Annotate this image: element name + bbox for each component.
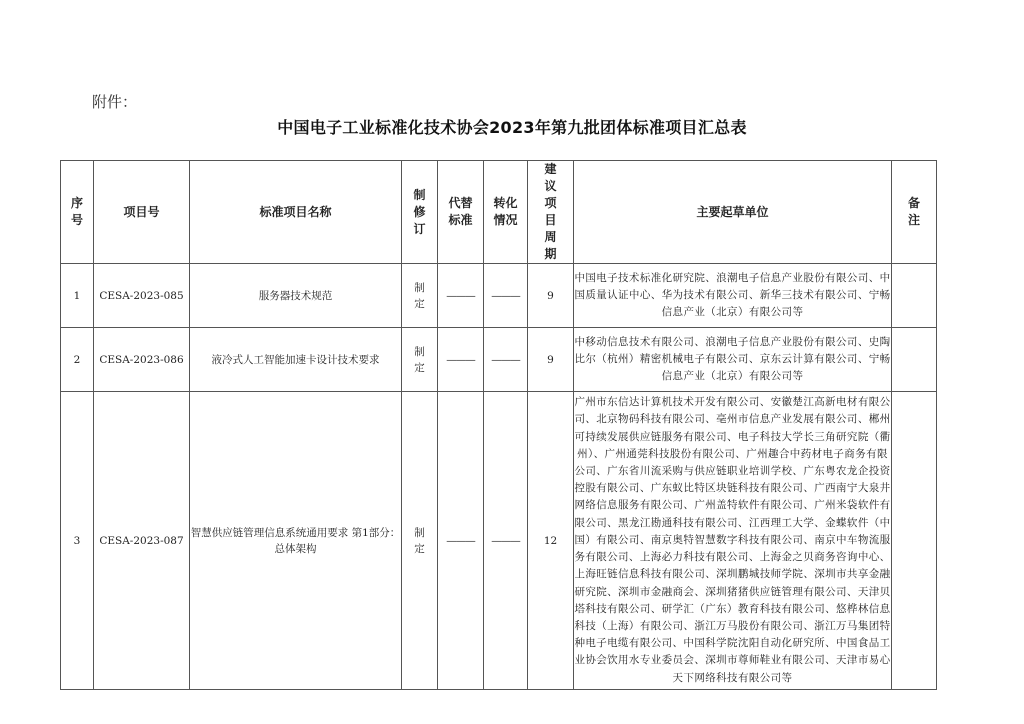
cell-revise: 制定 [402, 264, 438, 328]
cell-seq: 1 [61, 264, 94, 328]
cell-period: 9 [528, 264, 574, 328]
cell-convert: ——— [484, 328, 528, 392]
cell-remarks [892, 264, 937, 328]
cell-seq: 3 [61, 392, 94, 690]
header-revise: 制修订 [402, 161, 438, 264]
cell-revise: 制定 [402, 392, 438, 690]
cell-replace: ——— [438, 328, 484, 392]
cell-drafters: 中国电子技术标准化研究院、浪潮电子信息产业股份有限公司、中国质量认证中心、华为技术有限公司、新华三技术有限公司、宁畅信息产业（北京）有限公司等 [574, 264, 892, 328]
standards-summary-table [60, 160, 937, 690]
cell-project-no: CESA-2023-085 [94, 264, 190, 328]
table-header-row [61, 161, 937, 264]
header-drafters: 主要起草单位 [574, 161, 892, 264]
document-title: 中国电子工业标准化技术协会2023年第九批团体标准项目汇总表 [277, 118, 747, 137]
table-row [61, 392, 937, 690]
cell-seq: 2 [61, 328, 94, 392]
cell-project-no: CESA-2023-086 [94, 328, 190, 392]
header-name: 标准项目名称 [190, 161, 402, 264]
table-row [61, 264, 937, 328]
header-period: 建议项目周期 [528, 161, 574, 264]
cell-drafters: 广州市东信达计算机技术开发有限公司、安徽楚江高新电材有限公司、北京物码科技有限公司、亳州市信息产业发展有限公司、郴州可持续发展供应链服务有限公司、电子科技大学长三角研究院（衢州）、广州通莞科技股份有限公司、广州趣合中药材电子商务有限公司、广东省川流采购与供应链职业培训学校、广东粤农龙企投资控股有限公司、广东蚁比特区块链科技有限公司、广西南宁大泉井网络信息服务有限公司、广州盖特软件有限公司、广州米袋软件有限公司、黑龙江勘通科技有限公司、江西理工大学、金蝶软件（中国）有限公司、南京奥特智慧数字科技有限公司、南京中车物流服务有限公司、上海必力科技有限公司、上海金之贝商务咨询中心、上海旺链信息科技有限公司、深圳鹏城技师学院、深圳市共享金融研究院、深圳市金融商会、深圳猪猪供应链管理有限公司、天津贝塔科技有限公司、研学汇（广东）教育科技有限公司、悠桦林信息科技（上海）有限公司、浙江万马股份有限公司、浙江万马集团特种电子电缆有限公司、中国科学院沈阳自动化研究所、中国食品工业协会饮用水专业委员会、深圳市尊师鞋业有限公司、天津市易心天下网络科技有限公司等 [574, 392, 892, 690]
cell-remarks [892, 328, 937, 392]
cell-name: 智慧供应链管理信息系统通用要求 第1部分：总体架构 [190, 392, 402, 690]
header-replace: 代替标准 [438, 161, 484, 264]
cell-period: 12 [528, 392, 574, 690]
cell-convert: ——— [484, 392, 528, 690]
cell-drafters: 中移动信息技术有限公司、浪潮电子信息产业股份有限公司、史陶比尔（杭州）精密机械电子有限公司、京东云计算有限公司、宁畅信息产业（北京）有限公司等 [574, 328, 892, 392]
cell-name: 液冷式人工智能加速卡设计技术要求 [190, 328, 402, 392]
header-convert: 转化情况 [484, 161, 528, 264]
header-seq: 序号 [61, 161, 94, 264]
cell-convert: ——— [484, 264, 528, 328]
cell-project-no: CESA-2023-087 [94, 392, 190, 690]
cell-remarks [892, 392, 937, 690]
header-project-no: 项目号 [94, 161, 190, 264]
cell-name: 服务器技术规范 [190, 264, 402, 328]
cell-replace: ——— [438, 264, 484, 328]
cell-revise: 制定 [402, 328, 438, 392]
attachment-label: 附件： [92, 93, 138, 111]
header-remarks: 备注 [892, 161, 937, 264]
cell-period: 9 [528, 328, 574, 392]
cell-replace: ——— [438, 392, 484, 690]
table-row [61, 328, 937, 392]
